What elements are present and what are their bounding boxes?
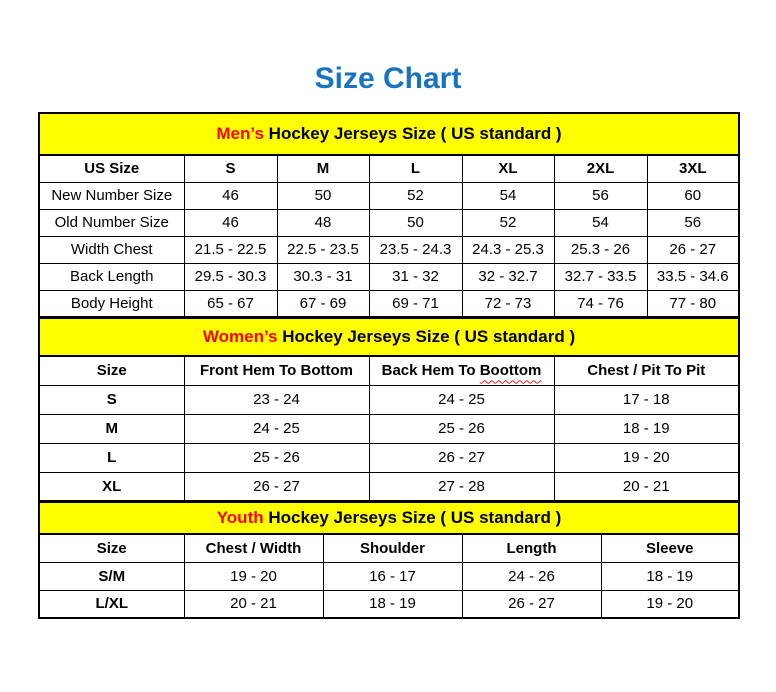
size-cell: 26 - 27 [369, 443, 554, 472]
size-cell: 24.3 - 25.3 [462, 236, 554, 263]
size-cell: 22.5 - 23.5 [277, 236, 369, 263]
row-label: Back Length [39, 263, 184, 290]
size-cell: 60 [647, 182, 739, 209]
size-cell: 23.5 - 24.3 [369, 236, 462, 263]
column-header: Front Hem To Bottom [184, 356, 369, 385]
column-header: L [369, 155, 462, 182]
mens-section-header [39, 113, 739, 155]
size-cell: 50 [369, 209, 462, 236]
size-cell: 46 [184, 182, 277, 209]
size-cell: 32.7 - 33.5 [554, 263, 647, 290]
womens-section-header-row [39, 318, 739, 356]
size-cell: 31 - 32 [369, 263, 462, 290]
table-row [39, 562, 739, 590]
column-header: Chest / Width [184, 534, 323, 562]
youth-header-text: Hockey Jerseys Size ( US standard ) [268, 508, 562, 527]
womens-size-table [38, 317, 740, 502]
womens-highlight-text: Women’s [202, 327, 278, 346]
youth-section-header-row [39, 502, 739, 534]
page-title: Size Chart [314, 62, 462, 95]
column-header: Size [39, 356, 184, 385]
column-header-text: Back Hem To [381, 362, 476, 380]
size-cell: 18 - 19 [554, 414, 739, 443]
row-label: New Number Size [39, 182, 184, 209]
size-cell: 48 [277, 209, 369, 236]
size-cell: 54 [554, 209, 647, 236]
column-header: XL [462, 155, 554, 182]
size-cell: 16 - 17 [323, 562, 462, 590]
size-cell: 20 - 21 [554, 472, 739, 501]
column-header: S [184, 155, 277, 182]
size-cell: 26 - 27 [184, 472, 369, 501]
size-cell: 50 [277, 182, 369, 209]
size-cell: 25 - 26 [369, 414, 554, 443]
column-header: Shoulder [323, 534, 462, 562]
column-header: Length [462, 534, 601, 562]
size-cell: 67 - 69 [277, 290, 369, 317]
column-header: Sleeve [601, 534, 739, 562]
size-cell: 26 - 27 [462, 590, 601, 618]
spellcheck-underlined-word: Boottom [479, 362, 542, 380]
column-header: US Size [39, 155, 184, 182]
size-cell: 33.5 - 34.6 [647, 263, 739, 290]
size-cell: 21.5 - 22.5 [184, 236, 277, 263]
size-cell: 30.3 - 31 [277, 263, 369, 290]
size-cell: 52 [369, 182, 462, 209]
size-chart [38, 112, 738, 619]
table-row [39, 590, 739, 618]
column-header: M [277, 155, 369, 182]
youth-size-table [38, 501, 740, 619]
table-row [39, 443, 739, 472]
row-label: Body Height [39, 290, 184, 317]
mens-highlight-text: Men’s [216, 124, 264, 143]
size-cell: 18 - 19 [323, 590, 462, 618]
row-label: XL [39, 472, 184, 501]
column-header: 2XL [554, 155, 647, 182]
row-label: M [39, 414, 184, 443]
row-label: Old Number Size [39, 209, 184, 236]
size-cell: 27 - 28 [369, 472, 554, 501]
row-label: S [39, 385, 184, 414]
size-cell: 23 - 24 [184, 385, 369, 414]
table-row [39, 263, 739, 290]
row-label: S/M [39, 562, 184, 590]
size-cell: 25.3 - 26 [554, 236, 647, 263]
column-header [369, 356, 554, 385]
size-cell: 19 - 20 [184, 562, 323, 590]
table-row [39, 472, 739, 501]
size-cell: 17 - 18 [554, 385, 739, 414]
size-cell: 24 - 25 [369, 385, 554, 414]
size-cell: 56 [554, 182, 647, 209]
mens-header-text: Hockey Jerseys Size ( US standard ) [268, 124, 562, 143]
mens-column-header-row [39, 155, 739, 182]
size-cell: 19 - 20 [601, 590, 739, 618]
size-cell: 65 - 67 [184, 290, 277, 317]
size-cell: 26 - 27 [647, 236, 739, 263]
womens-column-header-row [39, 356, 739, 385]
table-row [39, 414, 739, 443]
row-label: L [39, 443, 184, 472]
table-row [39, 236, 739, 263]
table-row [39, 182, 739, 209]
row-label: Width Chest [39, 236, 184, 263]
size-cell: 24 - 26 [462, 562, 601, 590]
size-cell: 69 - 71 [369, 290, 462, 317]
size-cell: 19 - 20 [554, 443, 739, 472]
youth-section-header [39, 502, 739, 534]
womens-section-header [39, 318, 739, 356]
youth-highlight-text: Youth [216, 508, 264, 527]
size-cell: 74 - 76 [554, 290, 647, 317]
size-cell: 29.5 - 30.3 [184, 263, 277, 290]
table-row [39, 290, 739, 317]
column-header: Chest / Pit To Pit [554, 356, 739, 385]
size-cell: 72 - 73 [462, 290, 554, 317]
size-cell: 54 [462, 182, 554, 209]
size-cell: 18 - 19 [601, 562, 739, 590]
youth-column-header-row [39, 534, 739, 562]
size-cell: 24 - 25 [184, 414, 369, 443]
size-cell: 46 [184, 209, 277, 236]
column-header: Size [39, 534, 184, 562]
size-cell: 52 [462, 209, 554, 236]
table-row [39, 385, 739, 414]
table-row [39, 209, 739, 236]
size-cell: 32 - 32.7 [462, 263, 554, 290]
column-header: 3XL [647, 155, 739, 182]
size-cell: 77 - 80 [647, 290, 739, 317]
mens-size-table [38, 112, 740, 318]
size-cell: 20 - 21 [184, 590, 323, 618]
womens-header-text: Hockey Jerseys Size ( US standard ) [282, 327, 576, 346]
size-cell: 56 [647, 209, 739, 236]
row-label: L/XL [39, 590, 184, 618]
size-cell: 25 - 26 [184, 443, 369, 472]
mens-section-header-row [39, 113, 739, 155]
